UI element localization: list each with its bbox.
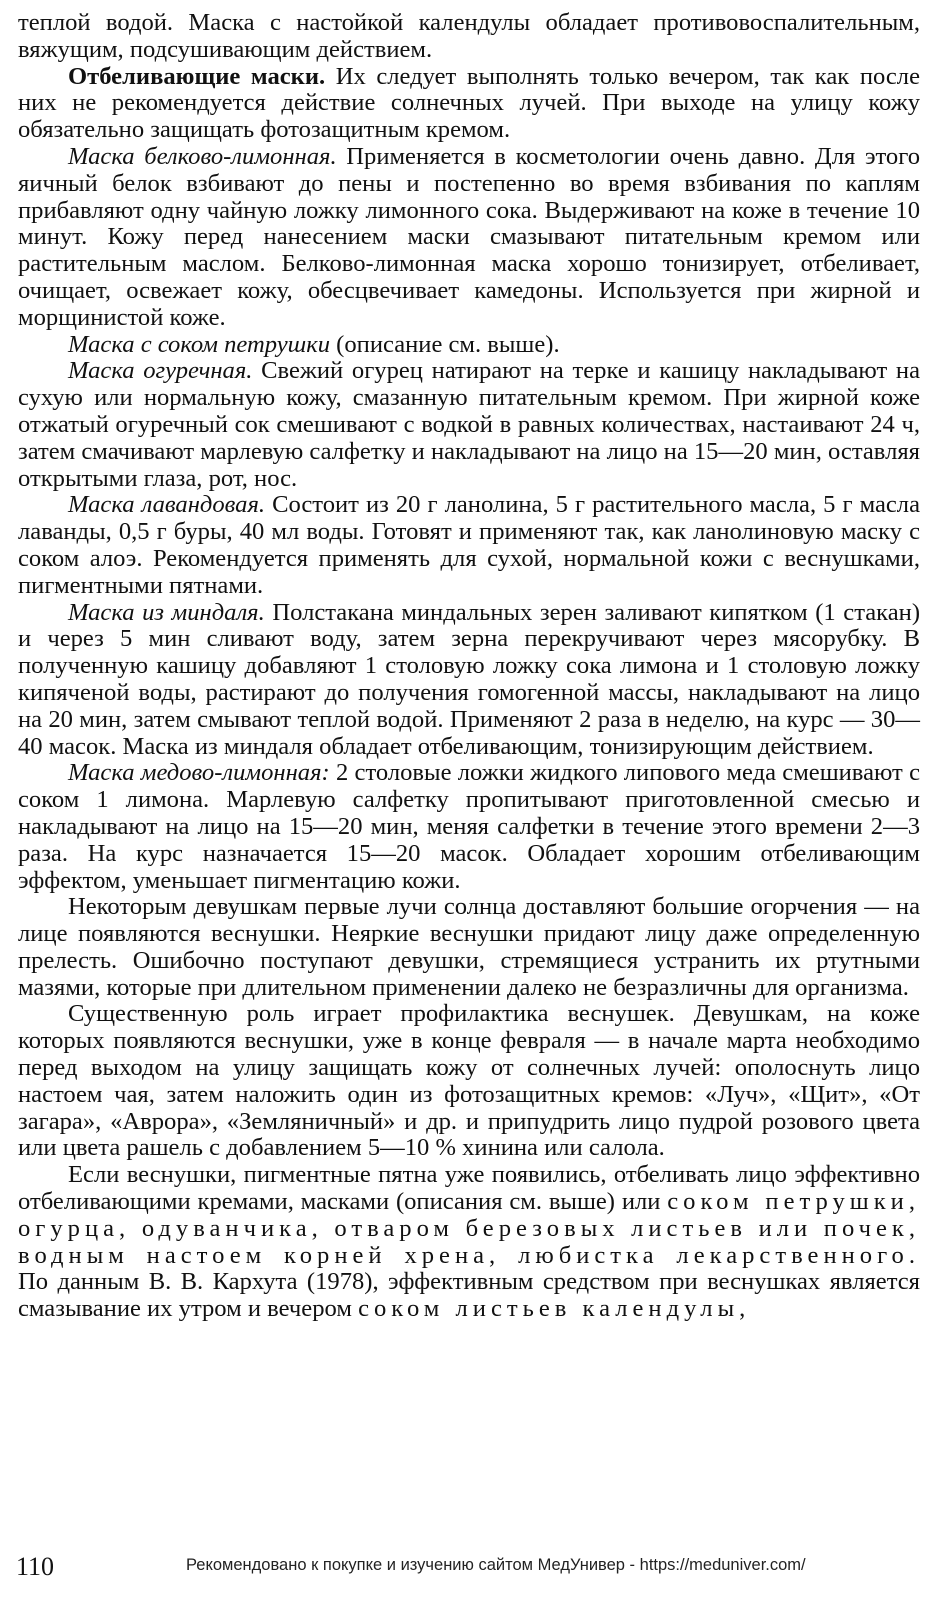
paragraph xyxy=(18,64,920,144)
body-text: По данным В. В. Кархута (1978), эффективным средством при веснушках является смазывание их утром и вечером xyxy=(18,1268,920,1323)
body-text: Их следует выполнять только вечером, так как после них не рекомендуется действие солнечных лучей. При выходе на улицу кожу обязательно защищать фотозащитным кремом. xyxy=(18,62,920,144)
italic-text: Маска лавандовая. xyxy=(68,491,266,519)
paragraph xyxy=(18,1162,920,1323)
body-text: (описание см. выше). xyxy=(330,330,560,358)
spaced-text: соком листьев календулы, xyxy=(358,1295,751,1323)
paragraph xyxy=(18,760,920,894)
body-text: Некоторым девушкам первые лучи солнца доставляют большие огорчения — на лице появляются веснушки. Неяркие веснушки придают лицу даже определенную прелесть. Ошибочно поступают девушки, стремящиеся устранить их ртутными мазями, которые при длительном применении далеко не безразличны для организма. xyxy=(18,893,920,1001)
italic-text: Маска с соком петрушки xyxy=(68,330,331,358)
page-footer xyxy=(0,1548,938,1588)
spaced-text: соком петрушки, огурца, одуванчика, отваром березовых листьев или почек, водным настоем корней хрена, любистка лекарственного. xyxy=(18,1188,920,1269)
paragraph xyxy=(18,144,920,332)
body-text: Существенную роль играет профилактика веснушек. Девушкам, на коже которых появляются веснушки, уже в конце февраля — в начале марта необходимо перед выходом на улицу защищать кожу от солнечных лучей: ополоснуть лицо настоем чая, затем наложить один из фотозащитных кремов: «Луч», «Щит», «От загара», «Аврора», «Земляничный» и др. и припудрить лицо пудрой розового цвета или цвета рашель с добавлением 5—10 % хинина или салола. xyxy=(18,1000,920,1162)
paragraph xyxy=(18,332,920,359)
body-text: Если веснушки, пигментные пятна уже появились, отбеливать лицо эффективно отбеливающими кремами, масками (описания см. выше) или xyxy=(18,1161,920,1216)
italic-text: Маска белково-лимонная. xyxy=(68,142,337,170)
body-text: Применяется в косметологии очень давно. Для этого яичный белок взбивают до пены и постепенно во время взбивания по каплям прибавляют одну чайную ложку лимонного сока. Выдерживают на коже в течение 10 минут. Кожу перед нанесением маски смазывают питательным кремом или растительным маслом. Белково-лимонная маска хорошо тонизирует, отбеливает, очищает, освежает кожу, обесцвечивает камедоны. Используется при жирной и морщинистой коже. xyxy=(18,142,920,331)
paragraph xyxy=(18,600,920,761)
body-text: Состоит из 20 г ланолина, 5 г растительного масла, 5 г масла лаванды, 0,5 г буры, 40 мл воды. Готовят и применяют так, как ланолиновую маску с соком алоэ. Рекомендуется применять для сухой, нормальной кожи с веснушками, пигментными пятнами. xyxy=(18,491,920,599)
body-text: Свежий огурец натирают на терке и кашицу накладывают на сухую или нормальную кожу, смазанную питательным кремом. При жирной коже отжатый огуречный сок смешивают с водкой в равных количествах, настаивают 24 ч, затем смачивают марлевую салфетку и накладывают на лицо на 15—20 мин, оставляя открытыми глаза, рот, нос. xyxy=(18,357,921,492)
paragraph xyxy=(18,1001,920,1162)
page-number: 110 xyxy=(16,1552,55,1581)
document-body xyxy=(18,10,920,1323)
paragraph xyxy=(18,894,920,1001)
italic-text: Маска медово-лимонная: xyxy=(68,759,330,787)
footer-note: Рекомендовано к покупке и изучению сайтом МедУнивер - https://meduniver.com/ xyxy=(186,1556,806,1574)
body-text: теплой водой. Маска с настойкой календулы обладает противовоспалительным, вяжущим, подсушивающим действием. xyxy=(18,9,920,63)
body-text: 2 столовые ложки жидкого липового меда смешивают с соком 1 лимона. Марлевую салфетку пропитывают приготовленной смесью и накладывают на лицо на 15—20 мин, меняя салфетки в течение этого времени 2—3 раза. На курс назначается 15—20 масок. Обладает хорошим отбеливающим эффектом, уменьшает пигментацию кожи. xyxy=(18,759,920,894)
paragraph xyxy=(18,492,920,599)
body-text: Полстакана миндальных зерен заливают кипятком (1 стакан) и через 5 мин сливают воду, затем зерна перекручивают через мясорубку. В полученную кашицу добавляют 1 столовую ложку сока лимона и 1 столовую ложку кипяченой воды, растирают до получения гомогенной массы, накладывают на лицо на 20 мин, затем смывают теплой водой. Применяют 2 раза в неделю, на курс — 30—40 масок. Маска из миндаля обладает отбеливающим, тонизирующим действием. xyxy=(18,598,921,760)
paragraph xyxy=(18,358,920,492)
italic-text: Маска из миндаля. xyxy=(68,598,265,626)
italic-text: Маска огуречная. xyxy=(68,357,253,385)
bold-text: Отбеливающие маски. xyxy=(68,62,326,90)
paragraph xyxy=(18,10,920,64)
